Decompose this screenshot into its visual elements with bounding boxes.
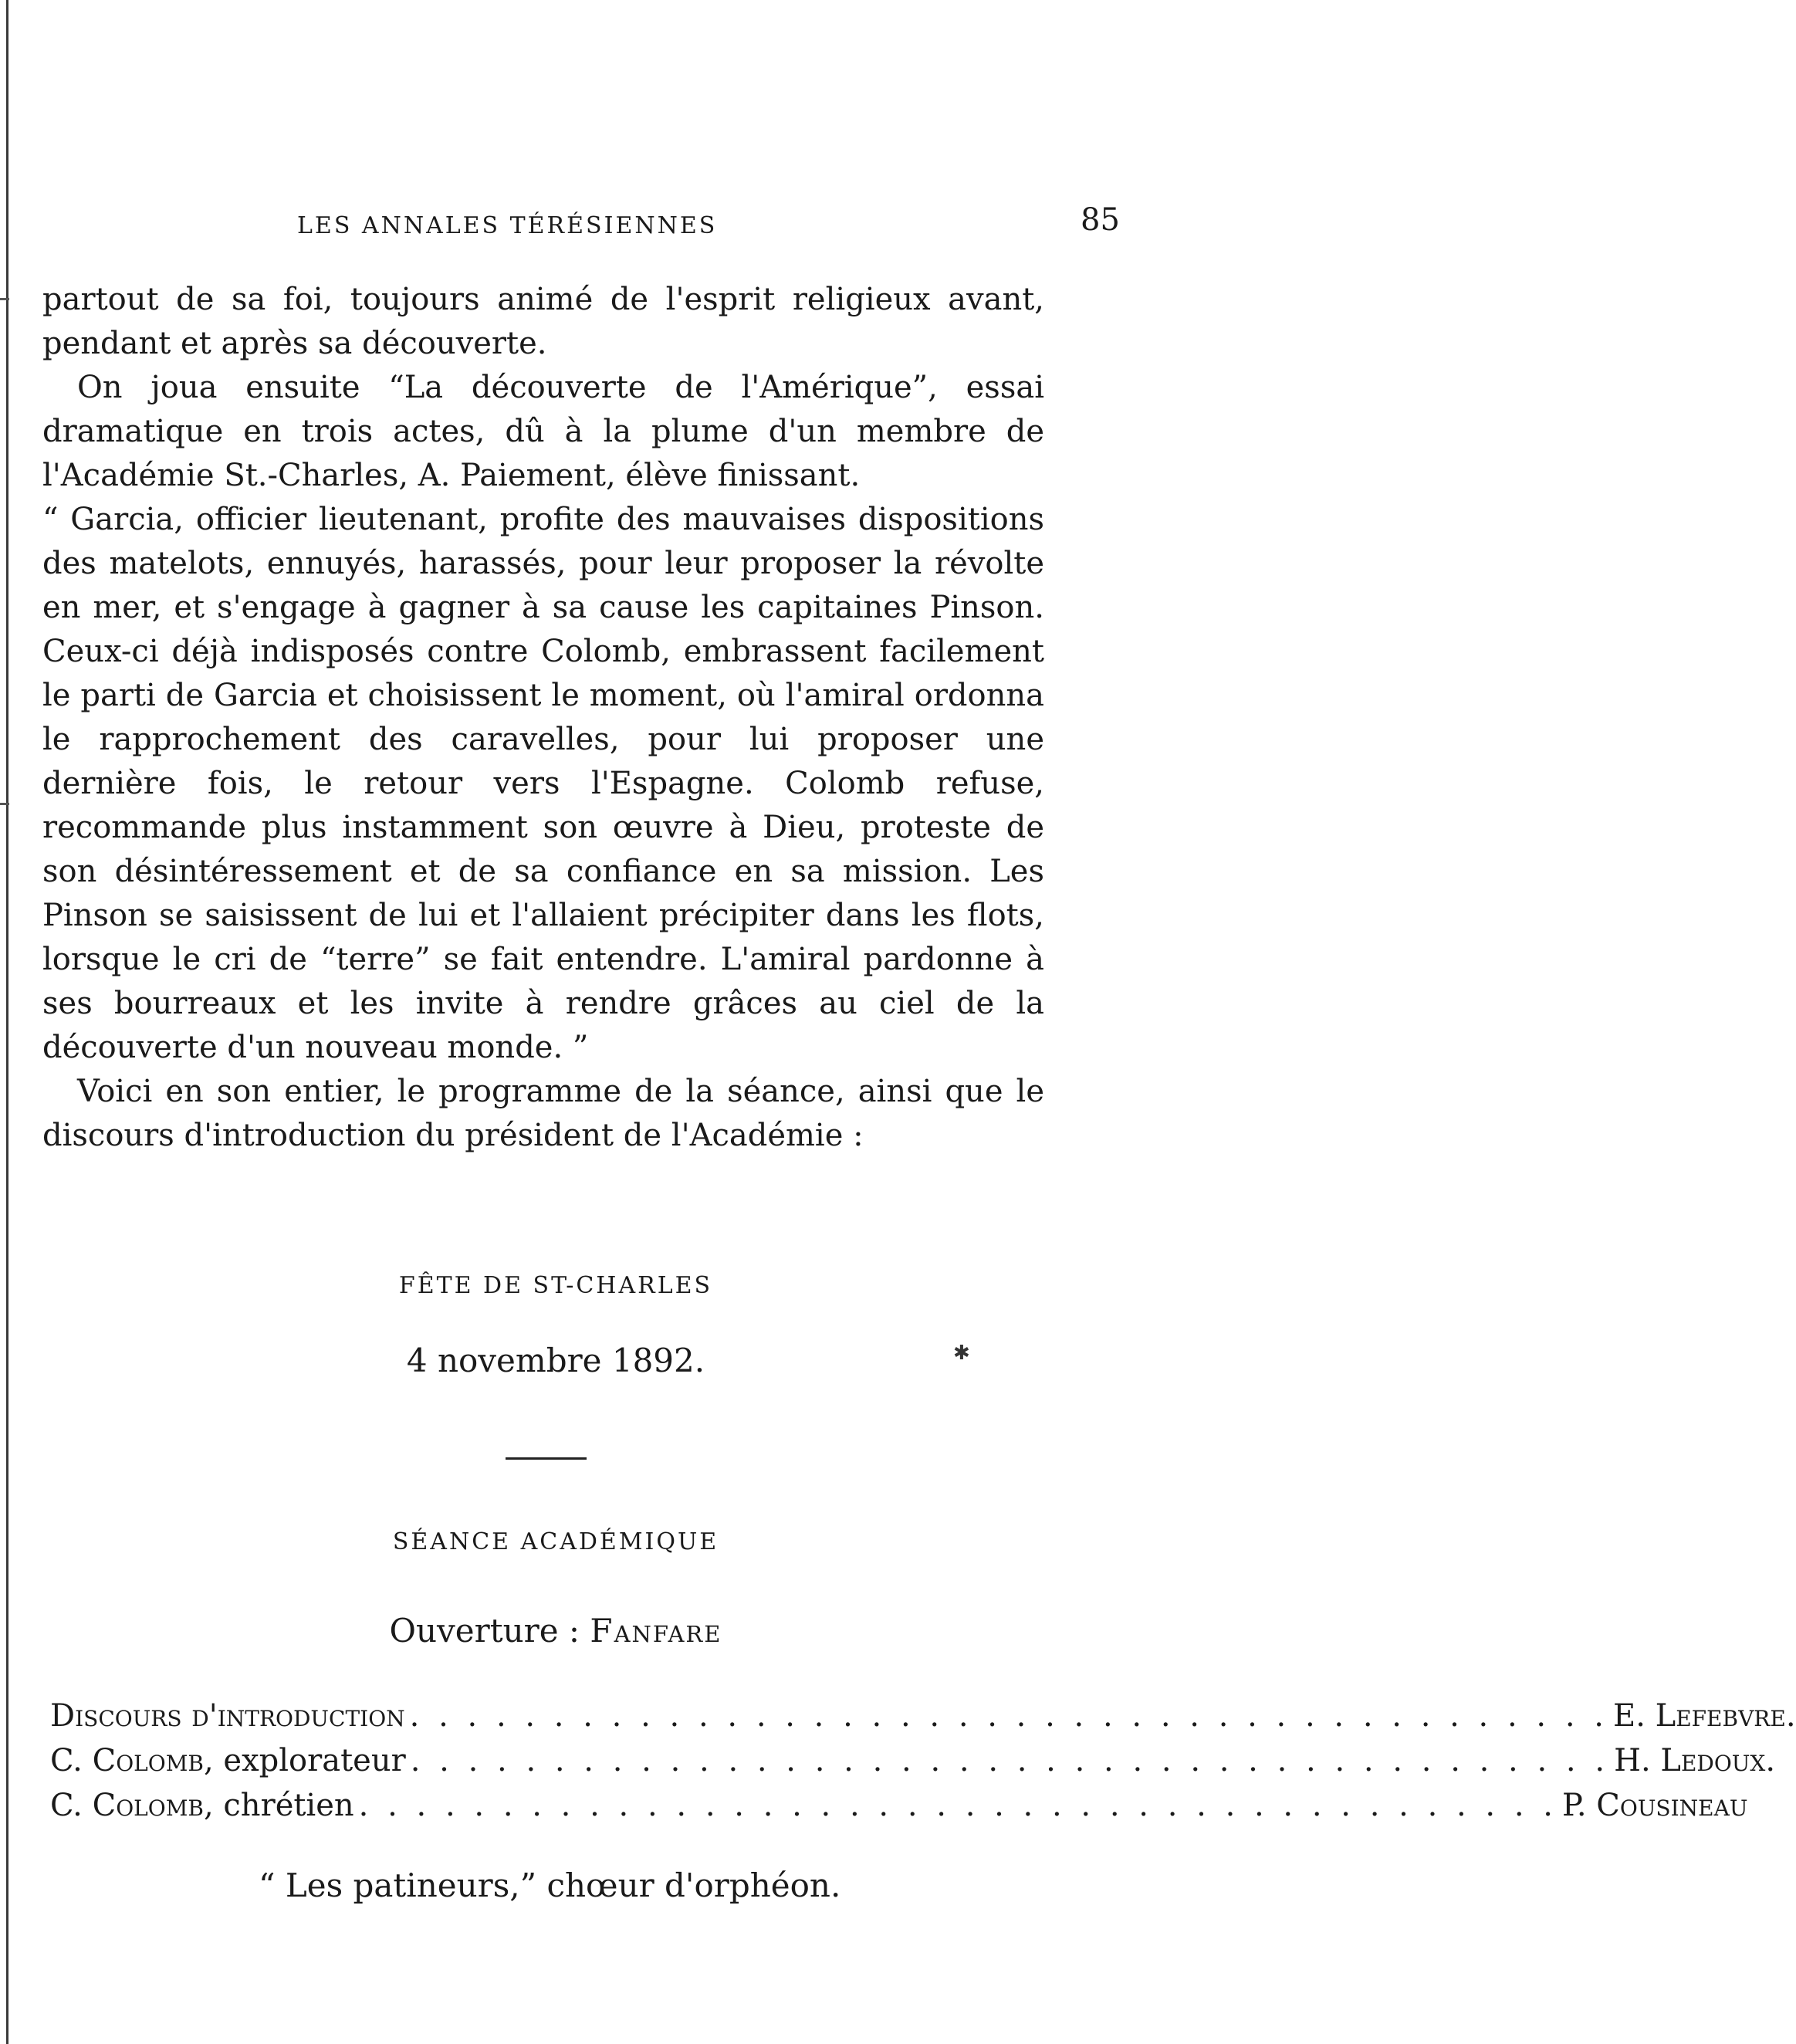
overture-label: Ouverture : — [389, 1612, 580, 1650]
program-item — [50, 1698, 1796, 1743]
program-item-performer: E. Lefebvre. — [1613, 1698, 1796, 1734]
overture-value: Fanfare — [590, 1612, 722, 1650]
paragraph-1: partout de sa foi, toujours animé de l'esprit religieux avant, pendant et après sa découverte. — [42, 282, 1044, 361]
leader-dots: . . . . . . . . . . . . . . . . . . . . . . . . . . . . . . . . . . . . . . . . . . — [410, 1743, 1610, 1778]
program-item — [50, 1788, 1748, 1832]
program-item-title-rest: explorateur — [213, 1743, 406, 1778]
fete-title: FÊTE DE ST-CHARLES — [398, 1272, 713, 1299]
program-item-title: C. Colomb, — [50, 1788, 214, 1823]
page-edge-line — [6, 0, 8, 2044]
paragraph-2: On joua ensuite “La découverte de l'Amérique”, essai dramatique en trois actes, dû à la plume d'un membre de l'Académie St.-Charles, A. Paiement, élève finissant. — [42, 370, 1044, 493]
program-item — [50, 1743, 1776, 1788]
program-item-title: Discours d'introduction — [50, 1698, 405, 1734]
paragraph-3-quote: “ Garcia, officier lieutenant, profite des mauvaises dispositions des matelots, ennuyés, harassés, pour leur proposer la révolte en mer, et s'engage à gagner à sa cause les capitaines Pinson. Ceux-ci déjà indisposés contre Colomb, embrassent facilement le parti de Garcia et choisissent le moment, où l'amiral ordonna le rapprochement des caravelles, pour lui proposer une dernière fois, le retour vers l'Espagne. Colomb refuse, recommande plus instamment son œuvre à Dieu, proteste de son désintéressement et de sa confiance en sa mission. Les Pinson se saisissent de lui et l'allaient précipiter dans les flots, lorsque le cri de “terre” se fait entendre. L'amiral pardonne à ses bourreaux et les invite à rendre grâces au ciel de la découverte d'un nouveau monde. ” — [42, 502, 1044, 1065]
program-list — [50, 1698, 1796, 1832]
page-number: 85 — [1081, 202, 1120, 238]
fete-date: 4 novembre 1892. — [406, 1342, 705, 1379]
leader-dots: . . . . . . . . . . . . . . . . . . . . . . . . . . . . . . . . . . . . . . . . . . — [409, 1698, 1608, 1734]
program-item-title: C. Colomb, — [50, 1743, 214, 1778]
section-divider — [506, 1457, 587, 1460]
edge-tick — [0, 298, 9, 300]
seance-title: SÉANCE ACADÉMIQUE — [392, 1528, 719, 1555]
leader-dots: . . . . . . . . . . . . . . . . . . . . . . . . . . . . . . . . . . . . . . . . . . — [358, 1788, 1558, 1823]
overture-line — [158, 1612, 953, 1650]
body-text — [42, 278, 1044, 1158]
paragraph-4: Voici en son entier, le programme de la séance, ainsi que le discours d'introduction du président de l'Académie : — [42, 1074, 1044, 1153]
stray-mark: ✱ — [953, 1342, 970, 1365]
program-item-performer: H. Ledoux. — [1614, 1743, 1776, 1778]
program-item-performer: P. Cousineau — [1562, 1788, 1748, 1823]
running-title: LES ANNALES TÉRÉSIENNES — [297, 212, 718, 239]
program-item-title-rest: chrétien — [213, 1788, 354, 1823]
choir-line: “ Les patineurs,” chœur d'orphéon. — [259, 1866, 841, 1904]
edge-tick — [0, 803, 9, 805]
